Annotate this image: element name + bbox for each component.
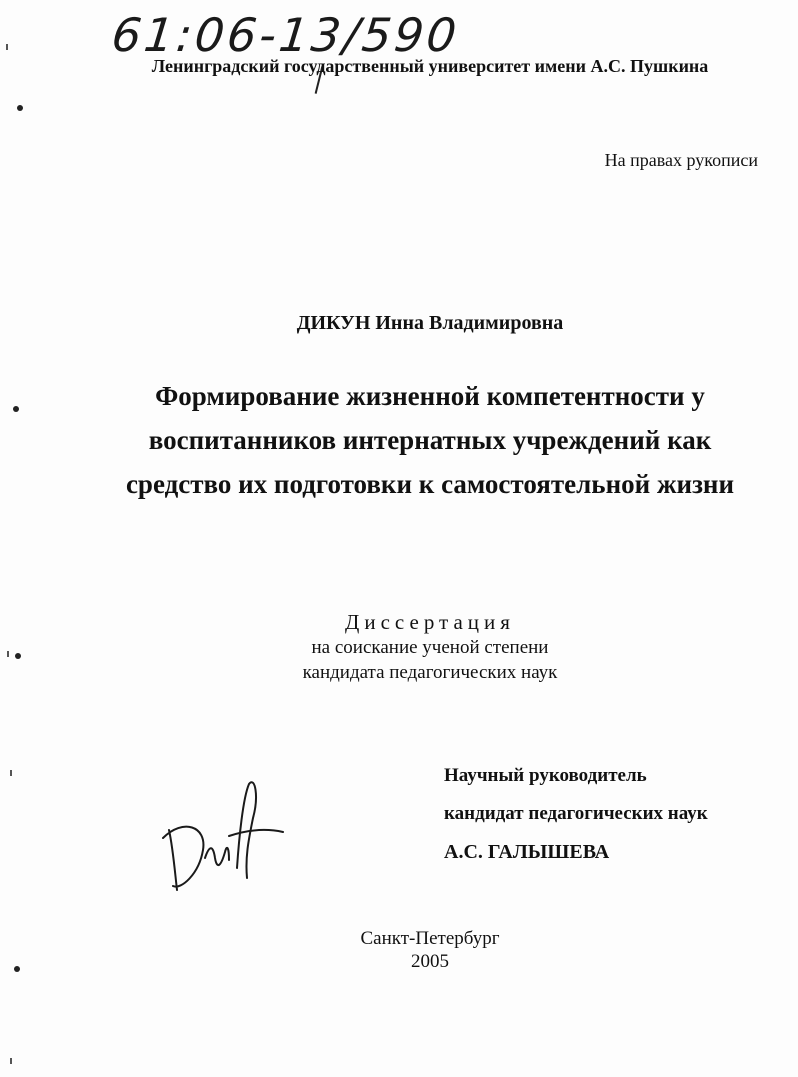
author-name: ДИКУН Инна Владимировна [296,312,564,334]
scan-mark-tick [6,44,8,50]
archive-number-handwritten: 61:06-13/590 [109,8,462,62]
advisor-degree: кандидат педагогических наук [444,803,708,824]
title-line-2: воспитанников интернатных учреждений как [148,425,712,455]
scan-mark-tick [7,651,9,657]
rights-note: На правах рукописи [604,150,758,170]
title-line-1: Формирование жизненной компетентности у [155,381,705,411]
year: 2005 [411,951,449,972]
title-line-3: средство их подготовки к самостоятельной жизни [125,469,735,499]
advisor-name: А.С. ГАЛЫШЕВА [444,841,610,863]
degree-line-1: на соискание ученой степени [311,637,549,658]
scan-mark-dot [14,966,20,972]
dissertation-label: Диссертация [345,610,515,634]
handwritten-signature [155,778,290,898]
advisor-block [444,757,708,871]
university-name: Ленинградский государственный университет имени А.С. Пушкина [151,56,709,76]
city: Санкт-Петербург [360,928,500,949]
scan-mark-dot [15,653,21,659]
dissertation-title [0,374,798,506]
scan-mark-dot [13,406,19,412]
degree-line-2: кандидата педагогических наук [302,662,558,683]
scan-mark-tick [10,1058,12,1064]
scan-mark-tick [10,770,12,776]
scan-mark-dot [17,105,23,111]
advisor-role: Научный руководитель [444,765,647,786]
